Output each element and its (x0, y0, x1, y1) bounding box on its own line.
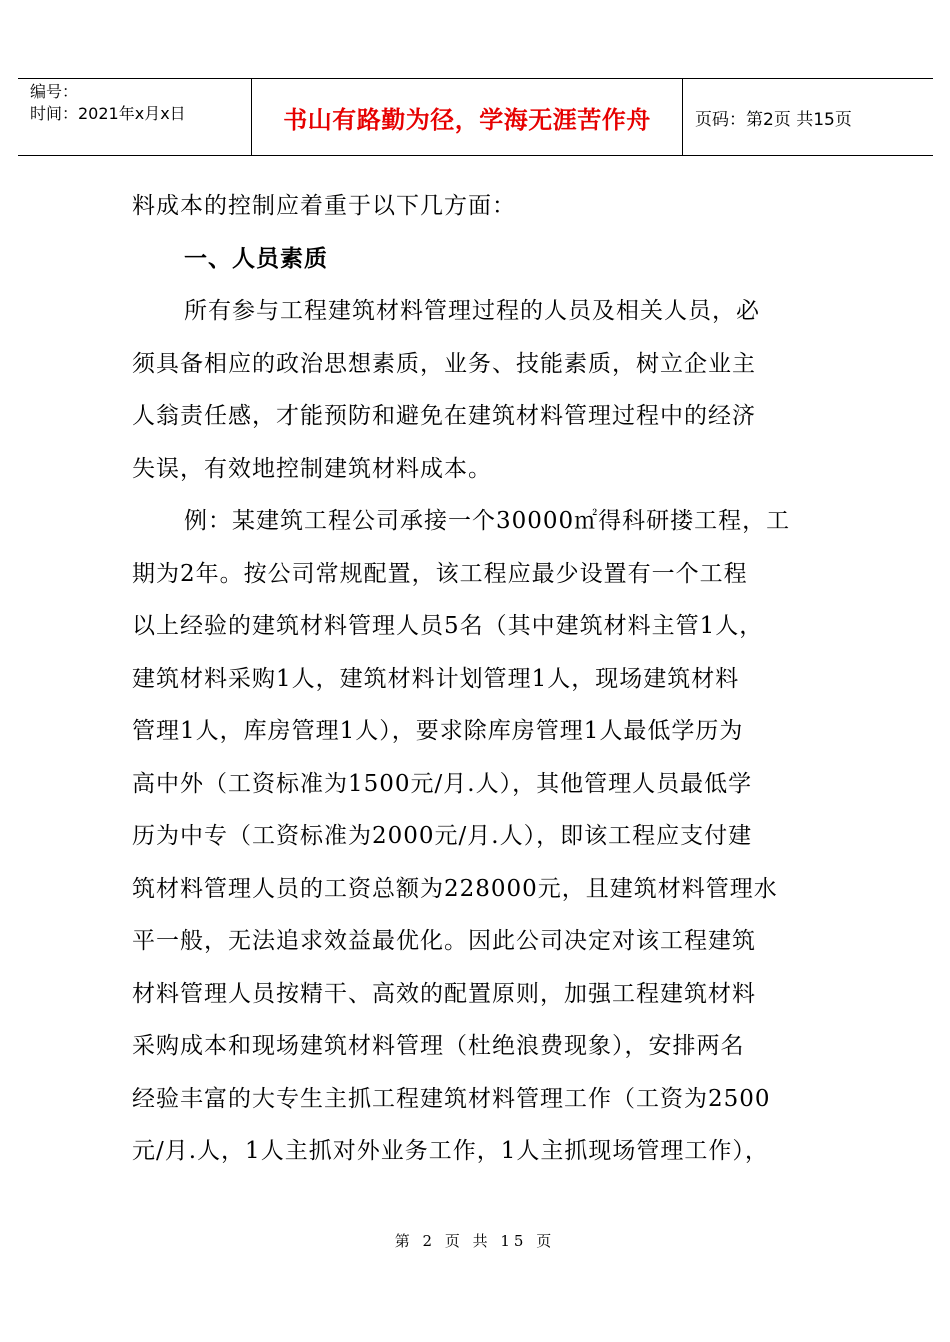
body-line: 以上经验的建筑材料管理人员5名（其中建筑材料主管1人， (132, 613, 764, 639)
body-line: 料成本的控制应着重于以下几方面： (132, 193, 516, 219)
body-line: 期为2年。按公司常规配置，该工程应最少设置有一个工程 (132, 560, 748, 587)
body-line: 例：某建筑工程公司承接一个30000㎡得科研搂工程，工 (184, 508, 791, 534)
body-line: 须具备相应的政治思想素质，业务、技能素质，树立企业主 (132, 350, 756, 377)
body-line: 建筑材料采购1人，建筑材料计划管理1人，现场建筑材料 (132, 665, 740, 692)
body-line: 人翁责任感，才能预防和避免在建筑材料管理过程中的经济 (132, 403, 756, 429)
body-line: 采购成本和现场建筑材料管理（杜绝浪费现象），安排两名 (132, 1033, 745, 1059)
section-heading: 一、人员素质 (184, 245, 328, 272)
document-time-label: 时间：2021年x月x日 (30, 104, 186, 123)
document-body (132, 186, 822, 1184)
body-line: 元/月.人，1人主抓对外业务工作，1人主抓现场管理工作）， (132, 1138, 769, 1164)
body-line: 经验丰富的大专生主抓工程建筑材料管理工作（工资为2500 (132, 1085, 771, 1112)
body-line: 所有参与工程建筑材料管理过程的人员及相关人员，必 (184, 298, 760, 324)
header-page-info: 页码：第2页 共15页 (695, 109, 852, 130)
header-motto: 书山有路勤为径，学海无涯苦作舟 (252, 79, 683, 155)
document-number-label: 编号： (30, 82, 79, 101)
page-footer: 第 2 页 共 15 页 (394, 1232, 556, 1250)
page-header (18, 78, 933, 156)
body-line: 筑材料管理人员的工资总额为228000元，且建筑材料管理水 (132, 875, 778, 902)
body-line: 高中外（工资标准为1500元/月.人），其他管理人员最低学 (132, 770, 753, 797)
body-line: 历为中专（工资标准为2000元/月.人），即该工程应支付建 (132, 823, 753, 849)
body-line: 管理1人，库房管理1人），要求除库房管理1人最低学历为 (132, 718, 744, 744)
body-line: 材料管理人员按精干、高效的配置原则，加强工程建筑材料 (132, 980, 756, 1007)
body-line: 平一般，无法追求效益最优化。因此公司决定对该工程建筑 (132, 928, 756, 954)
body-line: 失误，有效地控制建筑材料成本。 (132, 455, 492, 482)
header-meta (18, 79, 252, 155)
